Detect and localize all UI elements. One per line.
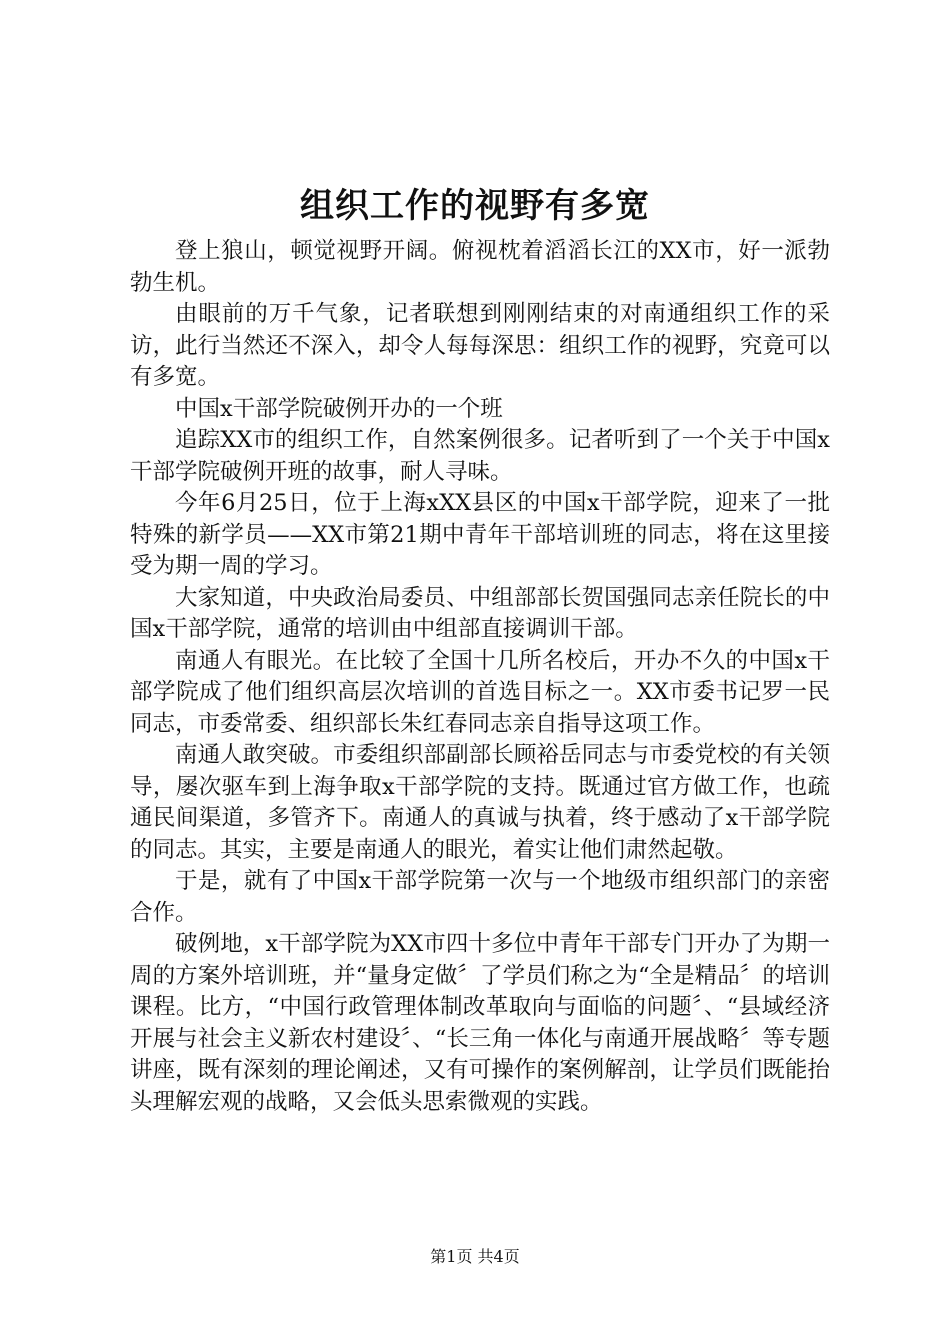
paragraph: 由眼前的万千气象，记者联想到刚刚结束的对南通组织工作的采访，此行当然还不深入，却令人每每深思：组织工作的视野，究竟可以有多宽。 [130, 301, 830, 390]
paragraph: 追踪XX市的组织工作，自然案例很多。记者听到了一个关于中国x干部学院破例开班的故事，耐人寻味。 [130, 427, 830, 485]
paragraph: 今年6月25日，位于上海xXX县区的中国x干部学院，迎来了一批特殊的新学员——XX市第21期中青年干部培训班的同志，将在这里接受为期一周的学习。 [130, 490, 830, 579]
paragraph: 南通人敢突破。市委组织部副部长顾裕岳同志与市委党校的有关领导，屡次驱车到上海争取x干部学院的支持。既通过官方做工作，也疏通民间渠道，多管齐下。南通人的真诚与执着，终于感动了x干部学院的同志。其实，主要是南通人的眼光，着实让他们肃然起敬。 [130, 742, 830, 863]
paragraph: 大家知道，中央政治局委员、中组部部长贺国强同志亲任院长的中国x干部学院，通常的培训由中组部直接调训干部。 [130, 584, 830, 642]
paragraph: 南通人有眼光。在比较了全国十几所名校后，开办不久的中国x干部学院成了他们组织高层次培训的首选目标之一。XX市委书记罗一民同志，市委常委、组织部长朱红春同志亲自指导这项工作。 [130, 647, 830, 737]
paragraph: 破例地，x干部学院为XX市四十多位中青年干部专门开办了为期一周的方案外培训班，并“量身定做〞了学员们称之为“全是精品〞的培训课程。比方，“中国行政管理体制改革取向与面临的问题〞、“县域经济开展与社会主义新农村建设〞、“长三角一体化与南通开展战略〞等专题讲座，既有深刻的理论阐述，又有可操作的案例解剖，让学员们既能抬头理解宏观的战略，又会低头思索微观的实践。 [130, 931, 830, 1115]
page-title: 组织工作的视野有多宽 [300, 186, 650, 226]
paragraph: 于是，就有了中国x干部学院第一次与一个地级市组织部门的亲密合作。 [130, 868, 830, 926]
paragraph: 登上狼山，顿觉视野开阔。俯视枕着滔滔长江的XX市，好一派勃勃生机。 [130, 238, 830, 296]
page-total: 共4页 [477, 1247, 520, 1266]
page-number: 第1页 [430, 1247, 473, 1266]
section-heading: 中国x干部学院破例开办的一个班 [175, 395, 503, 422]
document-body [130, 236, 830, 1118]
page-footer [0, 1245, 950, 1269]
